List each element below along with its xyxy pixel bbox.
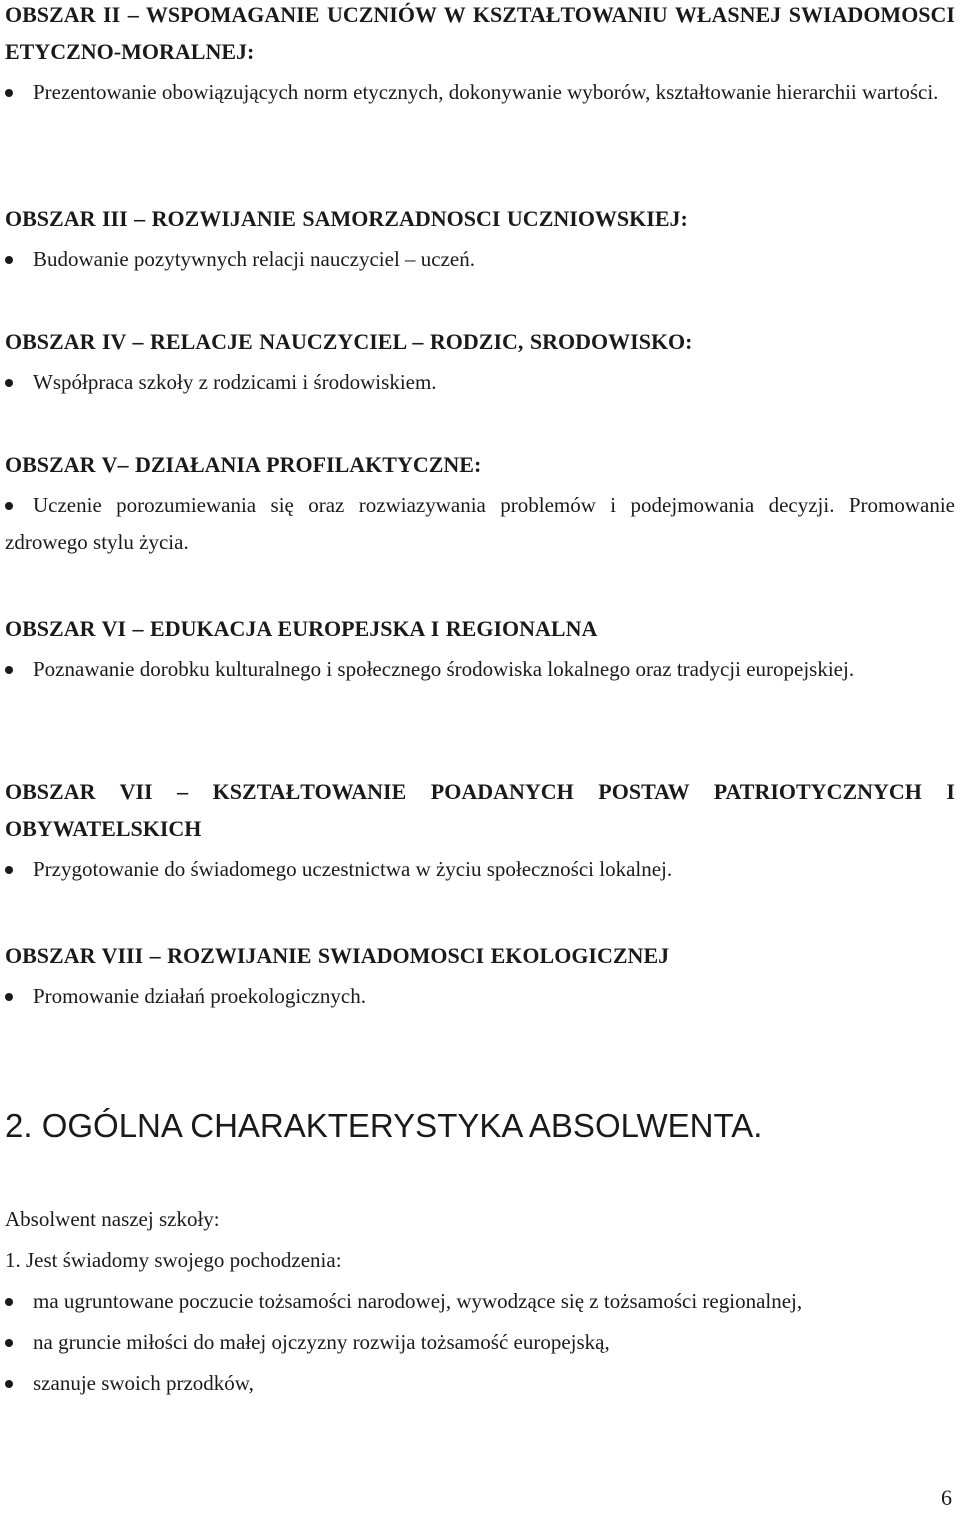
section-heading: OBSZAR V– DZIAŁANIA PROFILAKTYCZNE: xyxy=(5,452,482,477)
section-heading: OBSZAR III – ROZWIJANIE SAMORZADNOSCI UCZNIOWSKIEJ: xyxy=(5,206,688,231)
bullet-icon xyxy=(5,1380,13,1388)
chapter-title: 2. OGÓLNA CHARAKTERYSTYKA ABSOLWENTA. xyxy=(5,1107,763,1144)
section-obszar-3 xyxy=(5,200,955,278)
list-item: Budowanie pozytywnych relacji nauczyciel – uczeń. xyxy=(5,241,955,278)
bullet-icon xyxy=(5,379,13,387)
section-obszar-4 xyxy=(5,323,955,401)
section-heading: OBSZAR II – WSPOMAGANIE UCZNIÓW W KSZTAŁTOWANIU WŁASNEJ SWIADOMOSCI ETYCZNO-MORALNEJ: xyxy=(5,2,955,64)
list-item: na gruncie miłości do małej ojczyzny rozwija tożsamość europejską, xyxy=(5,1324,955,1361)
list-item: ma ugruntowane poczucie tożsamości narodowej, wywodzące się z tożsamości regionalnej, xyxy=(5,1283,955,1320)
list-item: Uczenie porozumiewania się oraz rozwiazywania problemów i podejmowania decyzji. Promowanie zdrowego stylu życia. xyxy=(5,493,955,554)
list-item: Promowanie działań proekologicznych. xyxy=(5,978,955,1015)
section-obszar-2 xyxy=(5,0,955,111)
bullet-icon xyxy=(5,866,13,874)
section-heading: OBSZAR VI – EDUKACJA EUROPEJSKA I REGIONALNA xyxy=(5,616,598,641)
section-heading: OBSZAR IV – RELACJE NAUCZYCIEL – RODZIC, SRODOWISKO: xyxy=(5,329,693,354)
list-item: Współpraca szkoły z rodzicami i środowiskiem. xyxy=(5,364,955,401)
section-obszar-5 xyxy=(5,446,955,561)
bullet-icon xyxy=(5,666,13,674)
bullet-icon xyxy=(5,993,13,1001)
section-obszar-6 xyxy=(5,610,955,688)
list-item: Poznawanie dorobku kulturalnego i społecznego środowiska lokalnego oraz tradycji europejskiej. xyxy=(5,651,955,688)
chapter-section xyxy=(5,1104,955,1148)
section-obszar-8 xyxy=(5,937,955,1015)
bullet-icon xyxy=(5,89,13,97)
bullet-icon xyxy=(5,502,13,510)
bullet-icon xyxy=(5,1298,13,1306)
section-obszar-7 xyxy=(5,773,955,888)
section-heading: OBSZAR VII – KSZTAŁTOWANIE POADANYCH POSTAW PATRIOTYCZNYCH I OBYWATELSKICH xyxy=(5,779,955,841)
document-page xyxy=(5,0,955,1513)
bullet-icon xyxy=(5,1339,13,1347)
page-number: 6 xyxy=(941,1485,952,1510)
section-heading: OBSZAR VIII – ROZWIJANIE SWIADOMOSCI EKOLOGICZNEJ xyxy=(5,943,670,968)
intro-text: Absolwent naszej szkoły: xyxy=(5,1207,220,1231)
numbered-point: 1. Jest świadomy swojego pochodzenia: xyxy=(5,1248,342,1272)
chapter-body xyxy=(5,1201,955,1402)
list-item: szanuje swoich przodków, xyxy=(5,1365,955,1402)
list-item: Przygotowanie do świadomego uczestnictwa w życiu społeczności lokalnej. xyxy=(5,851,955,888)
bullet-icon xyxy=(5,256,13,264)
list-item: Prezentowanie obowiązujących norm etycznych, dokonywanie wyborów, kształtowanie hierarchii wartości. xyxy=(5,74,955,111)
